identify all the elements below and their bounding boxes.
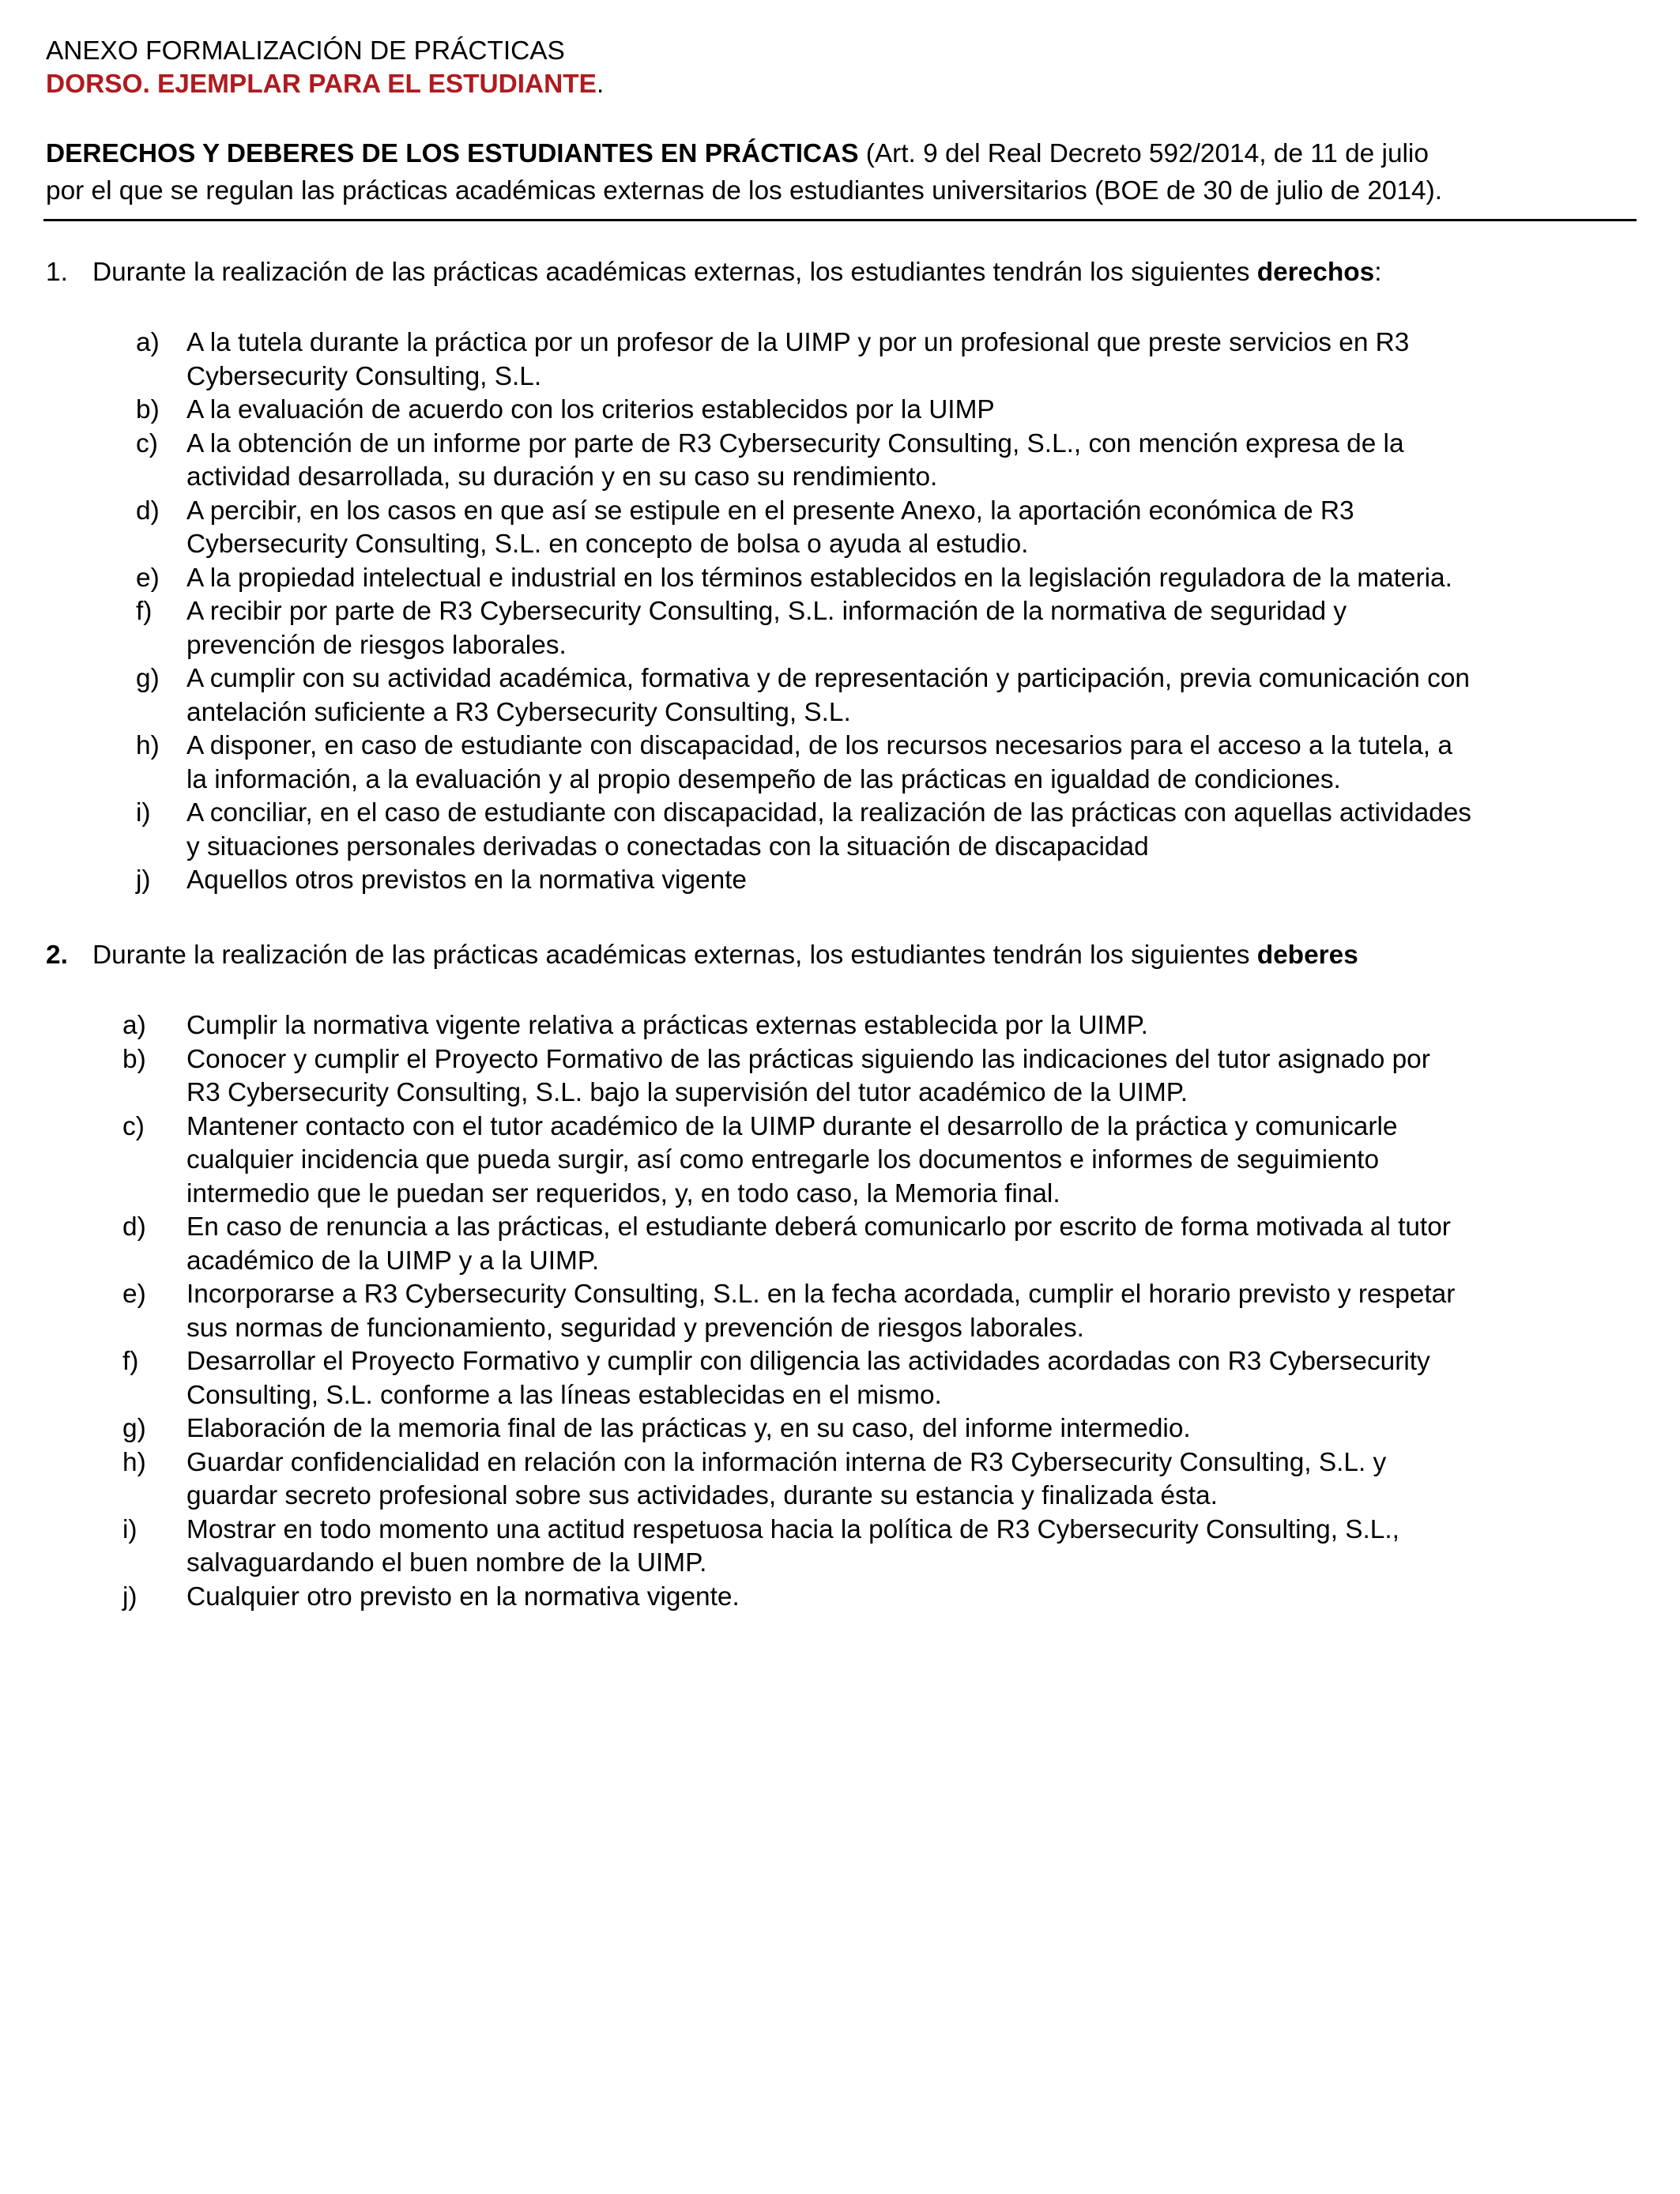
intro-reference-cont: por el que se regulan las prácticas académicas externas de los estudiantes universitarios (BOE de 30 de julio de 2014). [46,176,1442,205]
section-1-colon: : [1374,258,1382,287]
annex-title [46,35,565,69]
list-item-line: Mostrar en todo momento una actitud respetuosa hacia la política de R3 Cybersecurity Consulting, S.L., [186,1514,1399,1544]
section-1-heading [46,256,68,290]
intro-heading: DERECHOS Y DEBERES DE LOS ESTUDIANTES EN PRÁCTICAS [46,139,859,168]
list-item-letter: e) [136,563,160,593]
list-item-line: A percibir, en los casos en que así se estipule en el presente Anexo, la aportación económica de R3 [186,496,1354,526]
list-item-letter: c) [122,1111,145,1141]
section-1-text [92,256,1381,290]
list-item-line: Incorporarse a R3 Cybersecurity Consulting, S.L. en la fecha acordada, cumplir el horario previsto y respetar [186,1280,1456,1309]
list-item-letter: i) [136,798,151,827]
list-item-line: A la tutela durante la práctica por un profesor de la UIMP y por un profesional que preste servicios en R3 [186,328,1410,357]
list-item-letter: j) [136,865,151,895]
list-item-line: En caso de renuncia a las prácticas, el estudiante deberá comunicarlo por escrito de forma motivada al tutor [186,1212,1451,1242]
list-item-line: sus normas de funcionamiento, seguridad y prevención de riesgos laborales. [186,1313,1084,1343]
section-2-number-text: 2. [46,941,68,970]
section-1-keyword: derechos [1256,258,1375,287]
list-item-line: salvaguardando el buen nombre de la UIMP. [186,1548,707,1578]
list-item-line: intermedio que le puedan ser requeridos, y, en todo caso, la Memoria final. [186,1178,1060,1208]
list-item-line: antelación suficiente a R3 Cybersecurity Consulting, S.L. [186,697,851,727]
list-item-line: académico de la UIMP y a la UIMP. [186,1246,600,1276]
list-item-line: Consulting, S.L. conforme a las líneas establecidas en el mismo. [186,1380,942,1410]
list-item-line: Aquellos otros previstos en la normativa vigente [186,865,747,895]
annex-title-text: ANEXO FORMALIZACIÓN DE PRÁCTICAS [46,36,565,66]
list-item-letter: b) [136,395,160,424]
list-item-line: Cumplir la normativa vigente relativa a prácticas externas establecida por la UIMP. [186,1011,1148,1040]
list-item-line: Conocer y cumplir el Proyecto Formativo de las prácticas siguiendo las indicaciones del tutor asignado por [186,1044,1430,1074]
list-item-line: A conciliar, en el caso de estudiante con discapacidad, la realización de las prácticas con aquellas actividades [186,798,1471,827]
section-2-keyword: deberes [1256,941,1358,970]
list-item-line: A la evaluación de acuerdo con los criterios establecidos por la UIMP [186,395,995,424]
list-item-line: Mantener contacto con el tutor académico de la UIMP durante el desarrollo de la práctica y comunicarle [186,1111,1398,1141]
list-item-line: Guardar confidencialidad en relación con la información interna de R3 Cybersecurity Consulting, S.L. y [186,1447,1387,1477]
list-item-line: Cybersecurity Consulting, S.L. [186,361,542,391]
list-item-letter: c) [136,428,158,458]
list-item-line: guardar secreto profesional sobre sus actividades, durante su estancia y finalizada ésta. [186,1481,1218,1510]
list-item-letter: i) [122,1514,137,1544]
intro-line-1 [46,138,1429,172]
list-item-line: la información, a la evaluación y al propio desempeño de las prácticas en igualdad de condiciones. [186,764,1341,794]
list-item-line: Cybersecurity Consulting, S.L. en concepto de bolsa o ayuda al estudio. [186,530,1029,559]
copy-label-dot: . [596,70,605,99]
section-1-lead: Durante la realización de las prácticas académicas externas, los estudiantes tendrán los siguientes [92,258,1257,287]
list-item-line: A la propiedad intelectual e industrial en los términos establecidos en la legislación reguladora de la materia. [186,563,1452,593]
list-item-letter: g) [136,664,160,693]
list-item-line: prevención de riesgos laborales. [186,630,567,660]
list-item-letter: e) [122,1280,146,1309]
copy-label [46,68,604,102]
section-2-number [46,939,68,973]
list-item-line: cualquier incidencia que pueda surgir, así como entregarle los documentos e informes de seguimiento [186,1145,1380,1174]
list-item-line: A la obtención de un informe por parte de R3 Cybersecurity Consulting, S.L., con mención expresa de la [186,428,1404,458]
copy-label-red: DORSO. EJEMPLAR PARA EL ESTUDIANTE [46,70,597,99]
list-item-letter: h) [122,1447,146,1477]
list-item-letter: b) [122,1044,146,1074]
list-item-letter: f) [136,597,153,626]
list-item-line: A cumplir con su actividad académica, formativa y de representación y participación, previa comunicación con [186,664,1470,693]
section-2-lead: Durante la realización de las prácticas académicas externas, los estudiantes tendrán los siguientes [92,941,1257,970]
list-item-letter: d) [136,496,160,526]
list-item-line: actividad desarrollada, su duración y en su caso su rendimiento. [186,462,938,492]
list-item-line: R3 Cybersecurity Consulting, S.L. bajo la supervisión del tutor académico de la UIMP. [186,1078,1188,1107]
list-item-line: A disponer, en caso de estudiante con discapacidad, de los recursos necesarios para el acceso a la tutela, a [186,731,1452,760]
section-2-text [92,939,1358,973]
divider [43,219,1637,221]
list-item-line: y situaciones personales derivadas o conectadas con la situación de discapacidad [186,831,1149,861]
list-item-line: A recibir por parte de R3 Cybersecurity Consulting, S.L. información de la normativa de seguridad y [186,597,1347,626]
list-item-line: Desarrollar el Proyecto Formativo y cumplir con diligencia las actividades acordadas con R3 Cybersecurity [186,1347,1430,1376]
list-item-letter: h) [136,731,160,760]
list-item-letter: j) [122,1581,137,1612]
list-item-letter: f) [122,1347,139,1376]
list-item-letter: g) [122,1414,146,1443]
list-item-letter: d) [122,1212,146,1242]
list-item-letter: a) [122,1011,146,1040]
list-item-line: Elaboración de la memoria final de las prácticas y, en su caso, del informe intermedio. [186,1414,1191,1443]
list-item-line: Cualquier otro previsto en la normativa vigente. [186,1581,740,1612]
section-1-number: 1. [46,258,68,287]
intro-reference: (Art. 9 del Real Decreto 592/2014, de 11 de julio [858,139,1429,168]
list-item-letter: a) [136,328,160,357]
intro-line-2 [46,175,1442,209]
